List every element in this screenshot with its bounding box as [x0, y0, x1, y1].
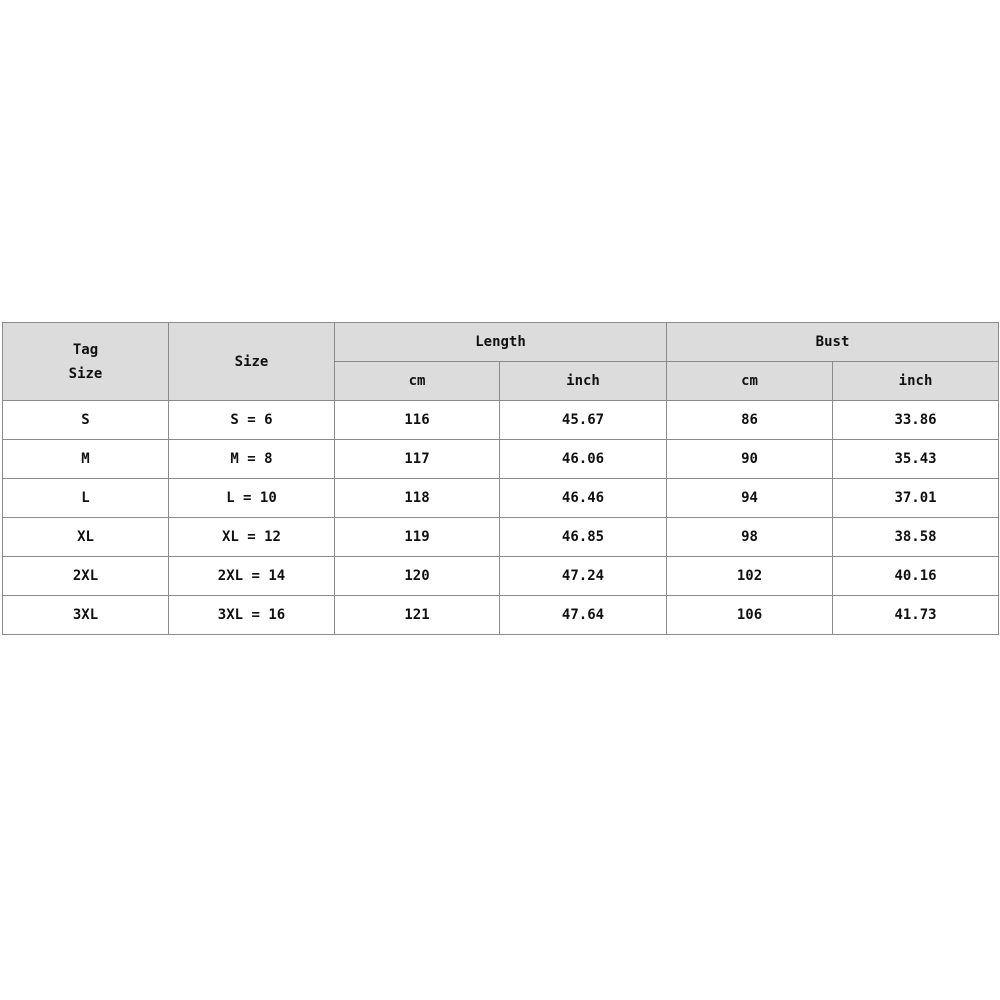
- cell-length-inch: 47.64: [500, 596, 667, 635]
- cell-bust-cm: 102: [667, 557, 833, 596]
- cell-bust-cm: 98: [667, 518, 833, 557]
- cell-size: M = 8: [169, 440, 335, 479]
- header-length-cm: cm: [335, 362, 500, 401]
- cell-bust-inch: 35.43: [833, 440, 999, 479]
- cell-length-cm: 121: [335, 596, 500, 635]
- cell-length-inch: 45.67: [500, 401, 667, 440]
- cell-bust-inch: 37.01: [833, 479, 999, 518]
- cell-bust-inch: 33.86: [833, 401, 999, 440]
- cell-size: XL = 12: [169, 518, 335, 557]
- header-bust-inch: inch: [833, 362, 999, 401]
- cell-size: 3XL = 16: [169, 596, 335, 635]
- cell-tag: M: [3, 440, 169, 479]
- cell-tag: 2XL: [3, 557, 169, 596]
- cell-tag: S: [3, 401, 169, 440]
- cell-bust-cm: 94: [667, 479, 833, 518]
- cell-length-inch: 47.24: [500, 557, 667, 596]
- header-length-inch: inch: [500, 362, 667, 401]
- table-row: [3, 401, 999, 440]
- header-bust-cm: cm: [667, 362, 833, 401]
- table-row: [3, 479, 999, 518]
- cell-tag: XL: [3, 518, 169, 557]
- cell-length-cm: 119: [335, 518, 500, 557]
- header-row-top: [3, 323, 999, 362]
- cell-bust-cm: 90: [667, 440, 833, 479]
- table-header: [3, 323, 999, 401]
- cell-bust-inch: 38.58: [833, 518, 999, 557]
- header-tag-size: [3, 323, 169, 401]
- cell-bust-inch: 41.73: [833, 596, 999, 635]
- cell-bust-inch: 40.16: [833, 557, 999, 596]
- header-size: Size: [169, 323, 335, 401]
- cell-length-cm: 118: [335, 479, 500, 518]
- cell-length-inch: 46.85: [500, 518, 667, 557]
- cell-bust-cm: 86: [667, 401, 833, 440]
- table-row: [3, 518, 999, 557]
- table-row: [3, 557, 999, 596]
- cell-size: L = 10: [169, 479, 335, 518]
- cell-bust-cm: 106: [667, 596, 833, 635]
- table-body: [3, 401, 999, 635]
- table-row: [3, 596, 999, 635]
- header-bust: Bust: [667, 323, 999, 362]
- cell-length-cm: 116: [335, 401, 500, 440]
- cell-size: 2XL = 14: [169, 557, 335, 596]
- cell-tag: 3XL: [3, 596, 169, 635]
- cell-length-cm: 120: [335, 557, 500, 596]
- cell-length-cm: 117: [335, 440, 500, 479]
- table-row: [3, 440, 999, 479]
- header-tag-size-line2: Size: [68, 365, 103, 382]
- cell-tag: L: [3, 479, 169, 518]
- cell-size: S = 6: [169, 401, 335, 440]
- header-length: Length: [335, 323, 667, 362]
- cell-length-inch: 46.06: [500, 440, 667, 479]
- cell-length-inch: 46.46: [500, 479, 667, 518]
- size-chart-table: [2, 322, 999, 635]
- header-tag-size-line1: Tag: [72, 341, 99, 358]
